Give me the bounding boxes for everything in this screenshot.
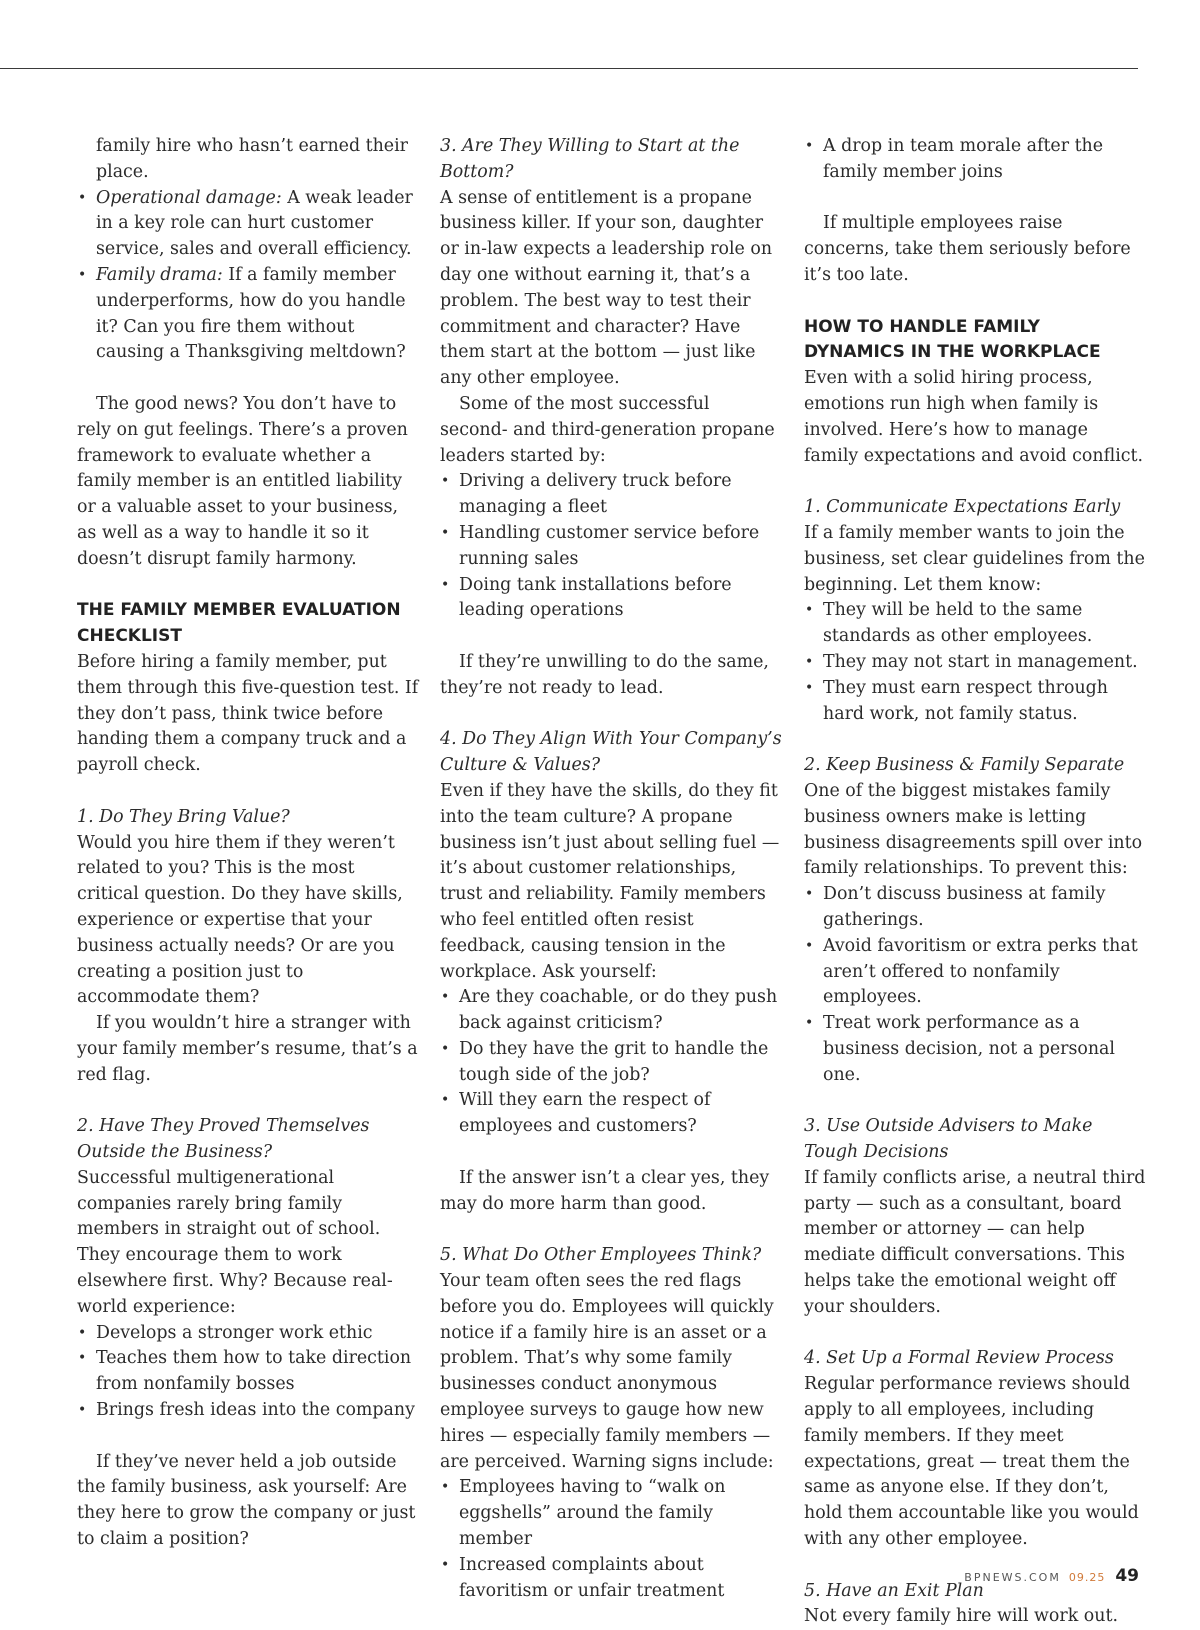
list-item-text: Driving a delivery truck before managing a fleet — [459, 471, 732, 518]
spacer — [77, 1424, 419, 1450]
paragraph: Even if they have the skills, do they fit into the team culture? A propane business isn’t just about selling fuel — it’s about customer relationships, trust and reliability. Family members who feel entitled often resist feedback, causing tension in the workplace. Ask yourself: — [440, 780, 780, 982]
paragraph: Some of the most successful second- and third-generation propane leaders started by: — [440, 393, 775, 466]
list-item-text: Develops a stronger work ethic — [96, 1322, 373, 1343]
spacer — [440, 1140, 782, 1166]
subheading: 2. Keep Business & Family Separate — [804, 755, 1125, 776]
spacer — [440, 1217, 782, 1243]
paragraph: Not every family hire will work out. — [804, 1606, 1118, 1627]
list-item-text: A drop in team morale after the family member joins — [823, 136, 1104, 182]
header-rule — [0, 68, 1138, 69]
subheading: 1. Communicate Expectations Early — [804, 497, 1121, 518]
list-item-text: Employees having to “walk on eggshells” around the family member — [459, 1477, 726, 1550]
spacer — [804, 289, 1146, 315]
list-item-text: Will they earn the respect of employees and customers? — [459, 1090, 711, 1137]
list-item — [804, 1011, 1146, 1088]
list-item-text: Do they have the grit to handle the tough side of the job? — [459, 1038, 769, 1085]
list-item — [804, 650, 1146, 676]
spacer — [77, 573, 419, 599]
list-item-text: A weak leader in a key role can hurt customer service, sales and overall efficiency. — [96, 187, 413, 260]
paragraph: Successful multigenerational companies rarely bring family members in straight out of school. They encourage them to work elsewhere first. Why? Because real-world experience: — [77, 1167, 393, 1317]
bullet-list — [440, 1475, 782, 1604]
list-item — [440, 985, 782, 1037]
spacer — [804, 1088, 1146, 1114]
paragraph: If they’ve never held a job outside the family business, ask yourself: Are they here to grow the company or just to claim a position? — [77, 1451, 416, 1550]
spacer — [804, 186, 1146, 212]
page-number: 49 — [1115, 1566, 1139, 1586]
list-item-lead: Family drama: — [96, 264, 223, 285]
list-item — [804, 676, 1146, 728]
paragraph: Even with a solid hiring process, emotions run high when family is involved. Here’s how to manage family expectations and avoid conflict. — [804, 368, 1144, 466]
footer-site[interactable]: BPNEWS.COM — [964, 1571, 1061, 1584]
list-item-text: Are they coachable, or do they push back against criticism? — [459, 987, 778, 1034]
list-item-text: Doing tank installations before leading operations — [459, 574, 732, 621]
list-item-text: If a family member underperforms, how do you handle it? Can you fire them without causing a Thanksgiving meltdown? — [96, 264, 406, 363]
list-item-text: Handling customer service before running sales — [459, 522, 760, 569]
list-item — [804, 134, 1146, 186]
column-2 — [440, 134, 782, 1604]
list-item-text: They must earn respect through hard work, not family status. — [823, 677, 1108, 724]
bullet-list — [440, 985, 782, 1140]
spacer — [77, 1088, 419, 1114]
list-item-text: They may not start in management. — [823, 651, 1138, 672]
list-item-text: They will be held to the same standards as other employees. — [823, 600, 1093, 647]
subheading: 5. Have an Exit Plan — [804, 1580, 984, 1601]
spacer — [77, 779, 419, 805]
list-item-text: Don’t discuss business at family gatherings. — [823, 884, 1106, 930]
list-item-text: Brings fresh ideas into the company — [96, 1400, 415, 1421]
paragraph: If you wouldn’t hire a stranger with your family member’s resume, that’s a red flag. — [77, 1013, 418, 1085]
section-heading: HOW TO HANDLE FAMILY DYNAMICS IN THE WORKPLACE — [804, 316, 1101, 363]
list-item — [77, 1398, 419, 1424]
paragraph: If they’re unwilling to do the same, they’re not ready to lead. — [440, 651, 769, 698]
bullet-list — [77, 1321, 419, 1424]
list-item — [77, 263, 419, 366]
list-item-text: Avoid favoritism or extra perks that aren’t offered to nonfamily employees. — [823, 935, 1138, 1008]
paragraph: Your team often sees the red flags before you do. Employees will quickly notice if a family hire is an asset or a problem. That’s why some family businesses conduct anonymous employee surveys to gauge how new hires — especially family members — are perceived. Warning signs include: — [440, 1271, 774, 1472]
paragraph: family hire who hasn’t earned their place. — [96, 136, 408, 182]
spacer — [804, 1321, 1146, 1347]
list-item — [77, 1346, 419, 1398]
column-1 — [77, 134, 419, 1553]
paragraph: One of the biggest mistakes family business owners make is letting business disagreements spill over into family relationships. To prevent this: — [804, 780, 1143, 879]
list-item-text: Teaches them how to take direction from nonfamily bosses — [96, 1348, 412, 1395]
list-item — [440, 521, 782, 573]
list-item — [440, 1037, 782, 1089]
list-item — [440, 1553, 782, 1605]
bullet-list — [804, 134, 1146, 186]
paragraph: Before hiring a family member, put them through this five-question test. If they don’t pass, think twice before handing them a company truck and a payroll check. — [77, 651, 419, 776]
list-item-text: Treat work performance as a business decision, not a personal one. — [823, 1013, 1115, 1085]
list-item — [440, 469, 782, 521]
list-item — [440, 1088, 782, 1140]
subheading: 2. Have They Proved Themselves Outside the Business? — [77, 1116, 370, 1163]
subheading: 4. Do They Align With Your Company’s Culture & Values? — [440, 729, 782, 776]
paragraph: A sense of entitlement is a propane business killer. If your son, daughter or in-law expects a leadership role on day one without earning it, that’s a problem. The best way to test their commitment and character? Have them start at the bottom — just like any other employee. — [440, 187, 773, 389]
footer-issue: 09.25 — [1068, 1571, 1106, 1584]
list-item — [804, 882, 1146, 934]
list-item — [804, 934, 1146, 1011]
subheading: 3. Use Outside Advisers to Make Tough Decisions — [804, 1116, 1093, 1163]
bullet-list — [440, 469, 782, 624]
paragraph: If the answer isn’t a clear yes, they may do more harm than good. — [440, 1167, 770, 1214]
spacer — [804, 727, 1146, 753]
paragraph: If a family member wants to join the business, set clear guidelines from the beginning. Let them know: — [804, 522, 1145, 595]
list-item — [804, 598, 1146, 650]
paragraph: Regular performance reviews should apply to all employees, including family members. If they meet expectations, great — treat them the same as anyone else. If they don’t, hold them accountable like you would with any other employee. — [804, 1374, 1139, 1550]
list-item-text: Increased complaints about favoritism or unfair treatment — [459, 1554, 725, 1601]
bullet-list — [804, 598, 1146, 727]
spacer — [440, 624, 782, 650]
list-item — [440, 1475, 782, 1552]
spacer — [804, 469, 1146, 495]
list-item — [440, 573, 782, 625]
bullet-list — [804, 882, 1146, 1088]
list-item — [77, 1321, 419, 1347]
list-item-lead: Operational damage: — [96, 187, 282, 208]
paragraph: The good news? You don’t have to rely on gut feelings. There’s a proven framework to evaluate whether a family member is an entitled liability or a valuable asset to your business, as well as a way to handle it so it doesn’t disrupt family harmony. — [77, 393, 408, 569]
subheading: 1. Do They Bring Value? — [77, 806, 290, 827]
spacer — [77, 366, 419, 392]
list-item — [77, 186, 419, 263]
spacer — [440, 702, 782, 728]
section-heading: THE FAMILY MEMBER EVALUATION CHECKLIST — [77, 600, 401, 647]
subheading: 3. Are They Willing to Start at the Bottom? — [440, 136, 740, 182]
bullet-list — [77, 186, 419, 367]
subheading: 5. What Do Other Employees Think? — [440, 1245, 762, 1266]
subheading: 4. Set Up a Formal Review Process — [804, 1348, 1114, 1369]
column-3 — [804, 134, 1146, 1630]
paragraph: Would you hire them if they weren’t related to you? This is the most critical question. Do they have skills, experience or expertise that your business actually needs? Or are you creating a position just to accommodate them? — [77, 832, 403, 1008]
paragraph: If multiple employees raise concerns, take them seriously before it’s too late. — [804, 213, 1131, 285]
page-footer — [964, 1566, 1139, 1586]
paragraph: If family conflicts arise, a neutral third party — such as a consultant, board member or attorney — can help mediate difficult conversations. This helps take the emotional weight off your shoulders. — [804, 1167, 1146, 1317]
